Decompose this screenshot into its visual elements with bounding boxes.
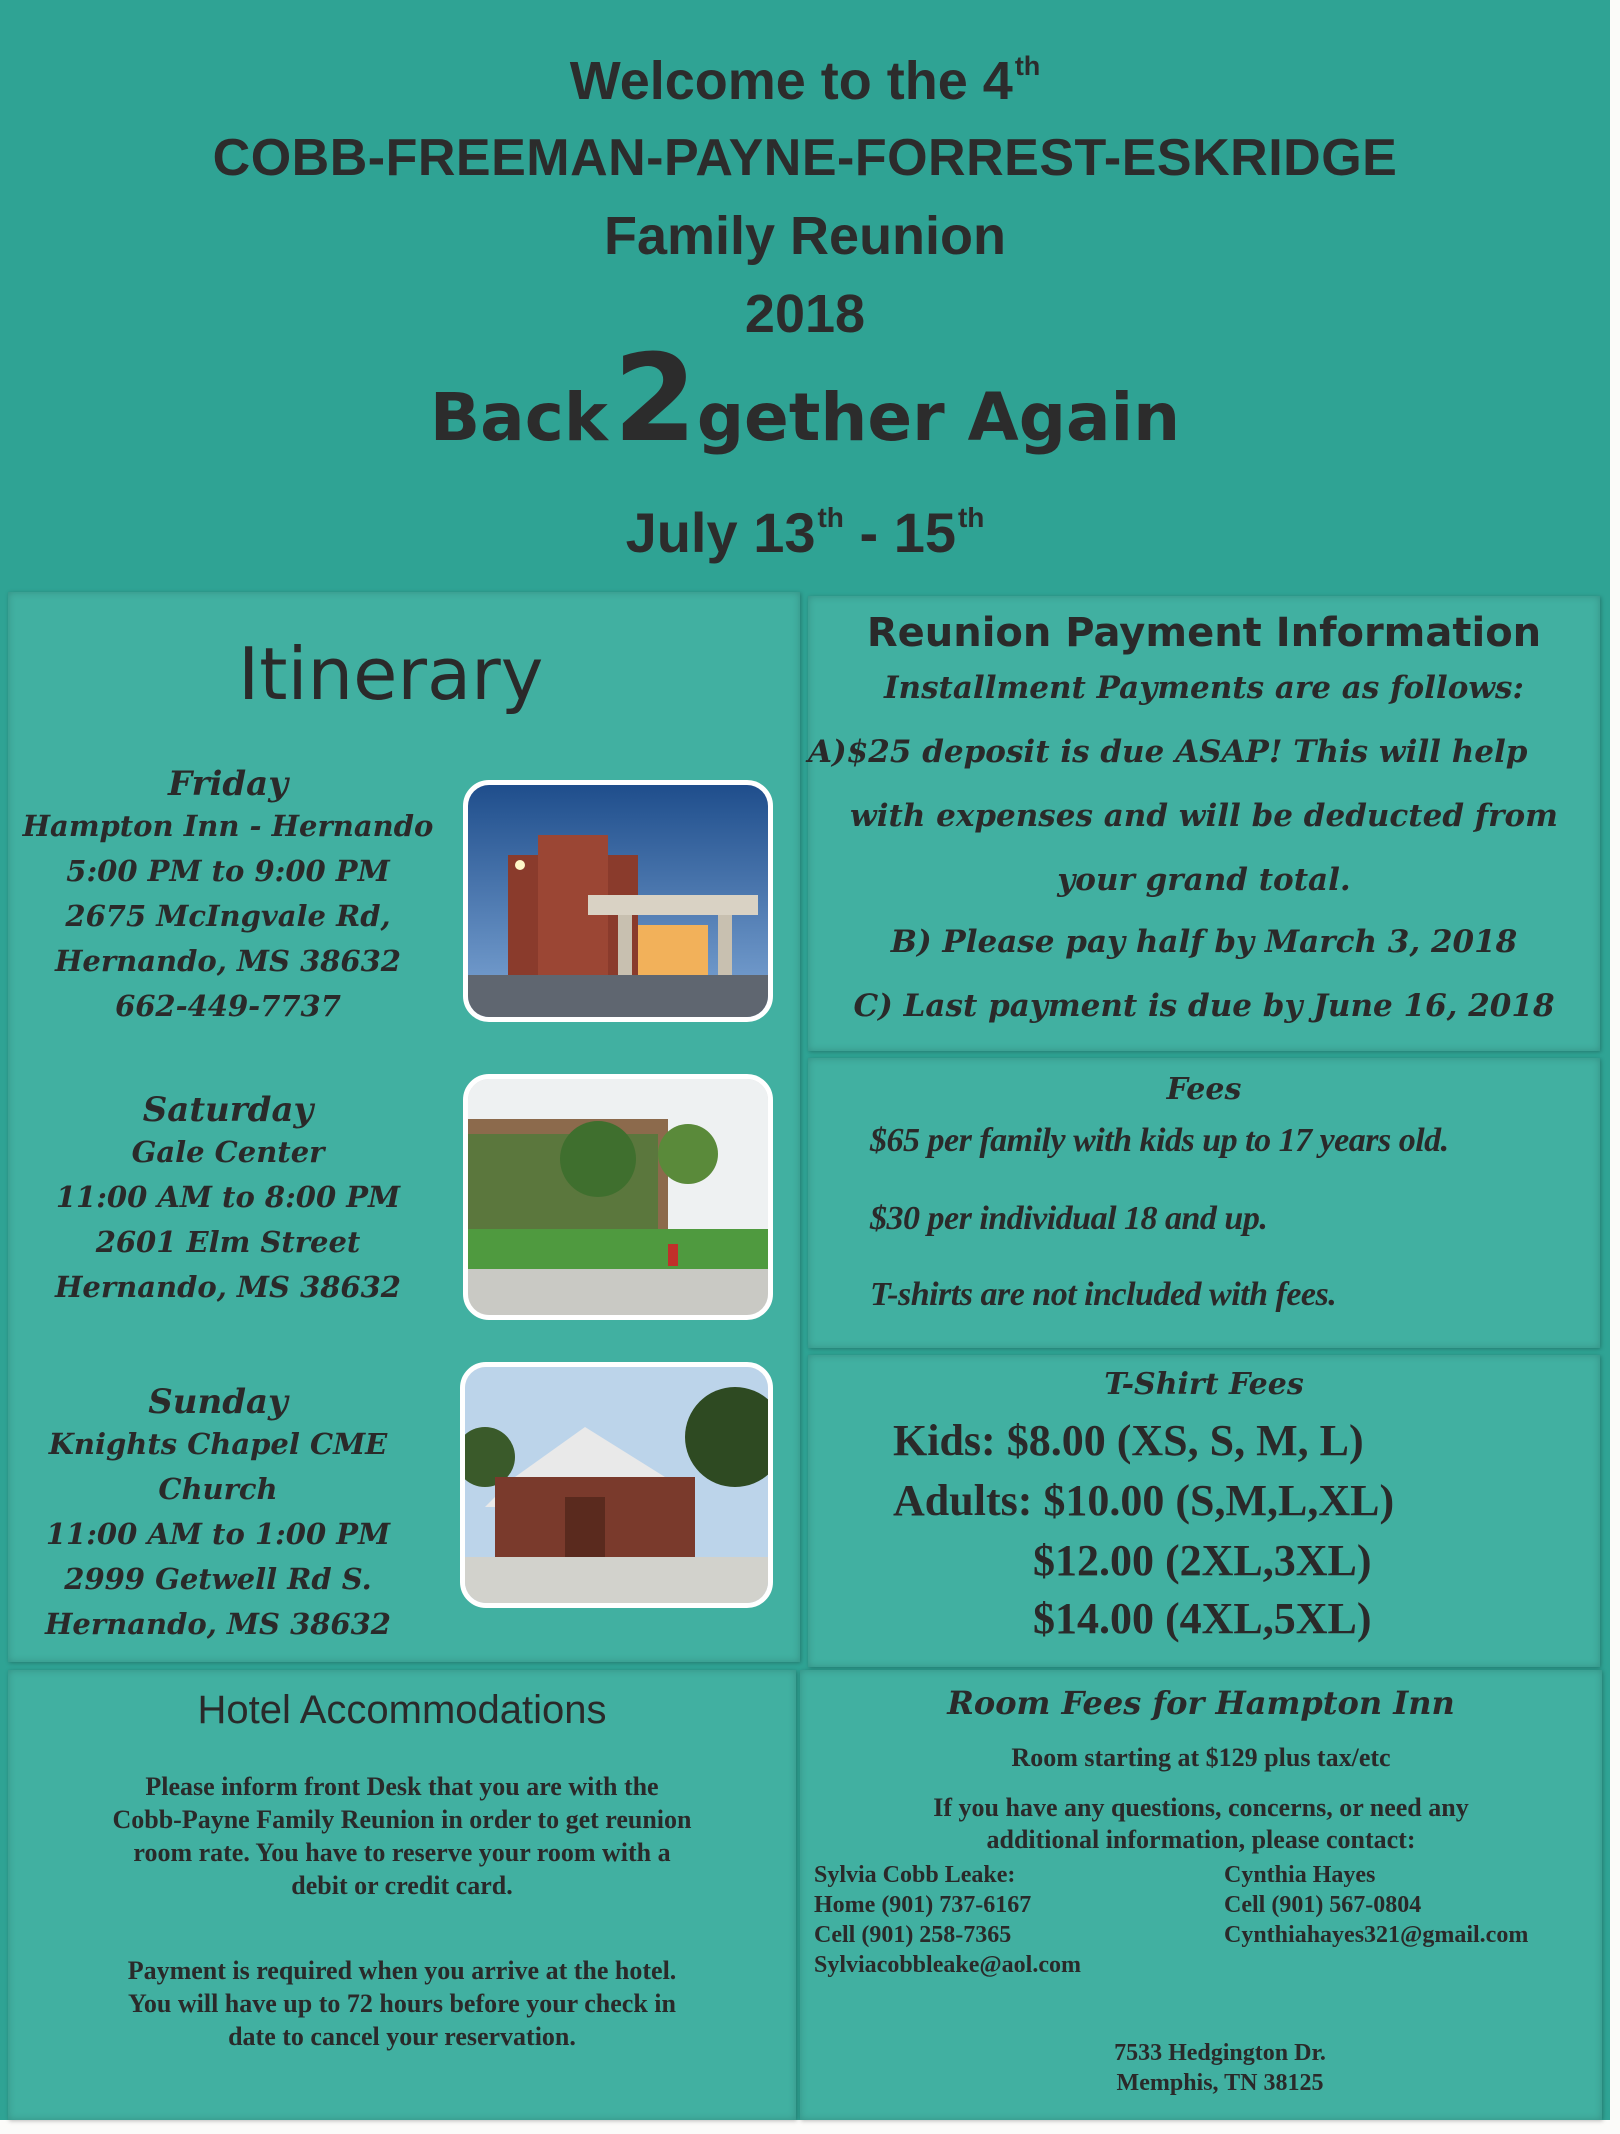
tshirt-adults-price: Adults: $10.00 (S,M,L,XL): [893, 1476, 1395, 1525]
itinerary-title: Itinerary: [238, 632, 544, 716]
tshirt-kids-price: Kids: $8.00 (XS, S, M, L): [893, 1416, 1364, 1465]
fee-line: $30 per individual 18 and up.: [870, 1200, 1268, 1237]
room-fees-title: Room Fees for Hampton Inn: [947, 1684, 1455, 1722]
hotel-accommodations-panel: [8, 1670, 796, 2120]
day-line: Hampton Inn - Hernando: [22, 809, 434, 843]
contact-email: Sylviacobbleake@aol.com: [814, 1952, 1081, 1978]
itinerary-day-sunday: [8, 1382, 428, 1647]
day-line: 2601 Elm Street: [95, 1225, 361, 1259]
day-line: Hernando, MS 38632: [55, 1270, 401, 1304]
contact-intro: [800, 1792, 1602, 1856]
hotel-instructions: [8, 1770, 796, 1902]
contact-email: Cynthiahayes321@gmail.com: [1224, 1922, 1529, 1948]
flyer-header: [0, 0, 1610, 590]
tshirt-title: T-Shirt Fees: [1104, 1367, 1304, 1402]
family-names: COBB-FREEMAN-PAYNE-FORREST-ESKRIDGE: [212, 129, 1398, 187]
contact-cynthia: [1224, 1860, 1528, 1950]
contact-sylvia: [814, 1860, 1081, 1980]
mailing-address: [1070, 2038, 1370, 2098]
tshirt-plus-price: $14.00 (4XL,5XL): [1033, 1594, 1372, 1643]
day-line: Knights Chapel CME Church: [48, 1427, 388, 1506]
contact-phone: Cell (901) 258-7365: [814, 1922, 1012, 1948]
reunion-dates: July 13th - 15th: [625, 501, 985, 564]
payment-line: B) Please pay half by March 3, 2018: [890, 924, 1518, 960]
payment-title: Reunion Payment Information: [866, 610, 1542, 656]
day-line: Hernando, MS 38632: [55, 944, 401, 978]
room-rate: Room starting at $129 plus tax/etc: [1011, 1743, 1391, 1772]
payment-line: C) Last payment is due by June 16, 2018: [853, 988, 1555, 1024]
welcome-heading: Welcome to the 4th: [569, 50, 1041, 111]
itinerary-panel: [8, 592, 800, 1662]
fee-line: T-shirts are not included with fees.: [870, 1276, 1337, 1313]
day-line: 2999 Getwell Rd S.: [64, 1562, 372, 1596]
payment-line: Installment Payments are as follows:: [884, 670, 1524, 706]
payment-line: with expenses and will be deducted from: [850, 798, 1558, 834]
payment-line: your grand total.: [1057, 862, 1351, 898]
tshirt-fees-panel: [808, 1355, 1600, 1667]
hotel-text-line: debit or credit card.: [291, 1871, 513, 1900]
fee-line: $65 per family with kids up to 17 years old.: [870, 1122, 1449, 1159]
contact-intro-line: additional information, please contact:: [986, 1825, 1416, 1854]
hotel-text-line: room rate. You have to reserve your room with a: [133, 1838, 671, 1867]
tshirt-plus-price: $12.00 (2XL,3XL): [1033, 1536, 1372, 1585]
church-photo: [460, 1362, 773, 1608]
day-line: 662-449-7737: [115, 989, 341, 1023]
address-line: 7533 Hedgington Dr.: [1114, 2040, 1326, 2066]
room-fees-panel: [800, 1670, 1602, 2120]
day-line: Hernando, MS 38632: [45, 1607, 391, 1641]
day-line: Gale Center: [131, 1135, 325, 1169]
hotel-text-line: Payment is required when you arrive at the hotel.: [127, 1956, 677, 1985]
day-line: 5:00 PM to 9:00 PM: [66, 854, 390, 888]
payment-line: A)$25 deposit is due ASAP! This will help: [808, 734, 1528, 770]
contact-name: Cynthia Hayes: [1224, 1862, 1376, 1888]
reunion-theme: Back 2gether Again: [429, 330, 1181, 469]
reunion-heading: Family Reunion: [603, 206, 1007, 266]
address-line: Memphis, TN 38125: [1116, 2070, 1324, 2096]
day-name: Friday: [168, 764, 288, 804]
hotel-photo: [463, 780, 773, 1022]
fees-panel: [808, 1058, 1600, 1348]
day-line: 11:00 AM to 1:00 PM: [45, 1517, 391, 1551]
day-name: Sunday: [148, 1382, 288, 1422]
hotel-text-line: Please inform front Desk that you are with the: [145, 1772, 659, 1801]
contact-name: Sylvia Cobb Leake:: [814, 1862, 1016, 1888]
day-line: 2675 McIngvale Rd,: [65, 899, 391, 933]
reunion-year: 2018: [744, 284, 866, 344]
fees-title: Fees: [1166, 1072, 1242, 1107]
day-line: 11:00 AM to 8:00 PM: [55, 1180, 401, 1214]
hotel-text-line: You will have up to 72 hours before your check in: [128, 1989, 676, 2018]
hotel-text-line: date to cancel your reservation.: [228, 2022, 576, 2051]
hotel-payment-policy: [8, 1954, 796, 2053]
gale-center-photo: [463, 1074, 773, 1320]
contact-intro-line: If you have any questions, concerns, or need any: [933, 1793, 1469, 1822]
itinerary-day-friday: [8, 764, 448, 1029]
payment-info-panel: [808, 596, 1600, 1051]
hotel-text-line: Cobb-Payne Family Reunion in order to get reunion: [112, 1805, 692, 1834]
hotel-title: Hotel Accommodations: [197, 1688, 607, 1732]
contact-phone: Home (901) 737-6167: [814, 1892, 1032, 1918]
contact-phone: Cell (901) 567-0804: [1224, 1892, 1422, 1918]
day-name: Saturday: [142, 1090, 314, 1130]
itinerary-day-saturday: [8, 1090, 448, 1310]
